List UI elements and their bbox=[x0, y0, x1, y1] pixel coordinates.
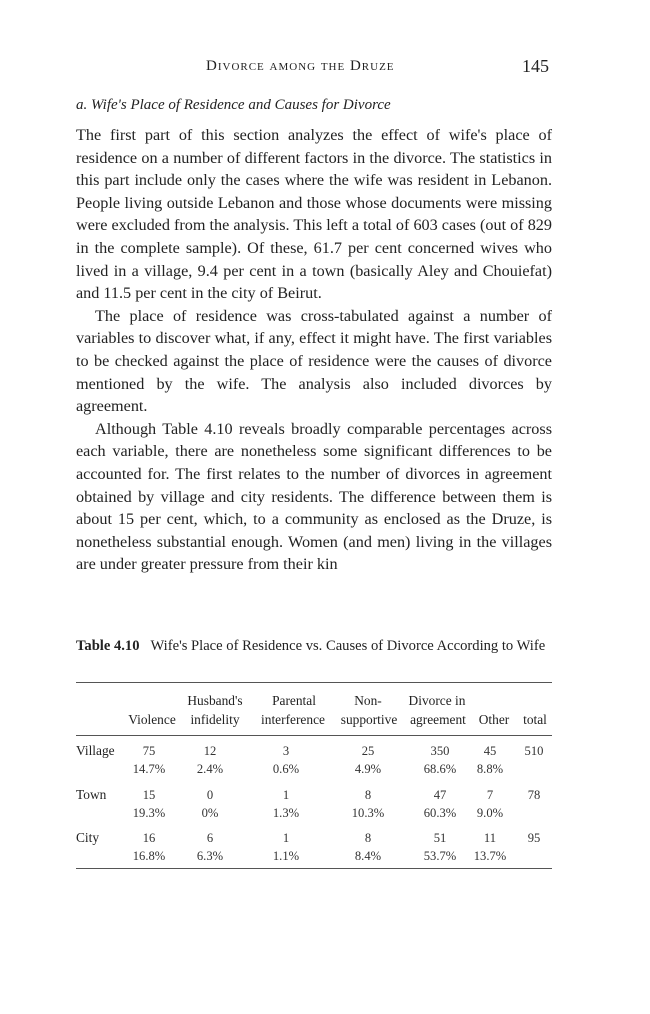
col-header-infidelity: infidelity bbox=[190, 712, 240, 727]
table-cell: 53.7% bbox=[423, 849, 457, 863]
table-cell: 15 bbox=[142, 788, 156, 802]
table-cell: 8 bbox=[364, 788, 372, 802]
table-cell: 45 bbox=[483, 744, 497, 758]
table-cell: 14.7% bbox=[132, 762, 166, 776]
table-cell: 11 bbox=[483, 831, 497, 845]
table-cell: 510 bbox=[524, 744, 544, 758]
table-header-rule bbox=[76, 735, 552, 736]
table-cell: 78 bbox=[527, 788, 541, 802]
page-number: 145 bbox=[522, 56, 549, 76]
table-cell: 13.7% bbox=[473, 849, 507, 863]
table-cell: 4.9% bbox=[354, 762, 382, 776]
col-header-parental: Parental bbox=[272, 693, 316, 708]
row-label-village: Village bbox=[76, 743, 115, 758]
table-cell: 47 bbox=[433, 788, 447, 802]
col-header-divorce-in: Divorce in bbox=[408, 693, 466, 708]
section-heading: a. Wife's Place of Residence and Causes for Divorce bbox=[76, 97, 391, 113]
paragraph-1: The first part of this section analyzes the effect of wife's place of residence on a number of different factors in the divorce. The statistics in this part include only the cases where the wife was resident in Lebanon. People living outside Lebanon and those whose documents were missing were excluded from the analysis. This left a total of 603 cases (out of 829 in the complete sample). Of these, 61.7 per cent concerned wives who lived in a village, 9.4 per cent in a town (basically Aley and Chouiefat) and 11.5 per cent in the city of Beirut. bbox=[76, 126, 552, 303]
table-cell: 0.6% bbox=[272, 762, 300, 776]
table-cell: 8 bbox=[364, 831, 372, 845]
paragraph-2: The place of residence was cross-tabulated against a number of variables to discover what, if any, effect it might have. The first variables to be checked against the place of residence were the causes of divorce mentioned by the wife. The analysis also included divorces by agreement. bbox=[76, 306, 552, 416]
col-header-agreement: agreement bbox=[410, 712, 466, 727]
table-cell: 75 bbox=[142, 744, 156, 758]
table-cell: 1 bbox=[282, 788, 290, 802]
table-cell: 12 bbox=[203, 744, 217, 758]
table-cell: 25 bbox=[361, 744, 375, 758]
table-cell: 9.0% bbox=[476, 806, 504, 820]
table-cell: 95 bbox=[527, 831, 541, 845]
body-text bbox=[76, 124, 552, 576]
table-cell: 8.8% bbox=[476, 762, 504, 776]
table-cell: 2.4% bbox=[196, 762, 224, 776]
table-caption-text: Wife's Place of Residence vs. Causes of Divorce According to Wife bbox=[150, 638, 546, 654]
table-cell: 6.3% bbox=[196, 849, 224, 863]
col-header-violence: Violence bbox=[128, 712, 176, 727]
table-cell: 19.3% bbox=[132, 806, 166, 820]
col-header-husbands: Husband's bbox=[187, 693, 243, 708]
table-label: Table 4.10 bbox=[76, 638, 140, 654]
running-head: Divorce among the Druze bbox=[206, 58, 395, 74]
table-cell: 0 bbox=[206, 788, 214, 802]
col-header-other: Other bbox=[478, 712, 510, 727]
paragraph-3: Although Table 4.10 reveals broadly comparable percentages across each variable, there are nonetheless some significant differences to be accounted for. The first relates to the number of divorces in agreement obtained by village and city residents. The difference between them is about 15 per cent, which, to a community as enclosed as the Druze, is nonetheless substantial enough. Women (and men) living in the villages are under greater pressure from their kin bbox=[76, 419, 552, 574]
table-cell: 1.1% bbox=[272, 849, 300, 863]
table-cell: 60.3% bbox=[423, 806, 457, 820]
col-header-total: total bbox=[523, 712, 547, 727]
table-cell: 1.3% bbox=[272, 806, 300, 820]
table-cell: 3 bbox=[282, 744, 290, 758]
row-label-city: City bbox=[76, 830, 100, 845]
col-header-interference: interference bbox=[261, 712, 325, 727]
table-cell: 350 bbox=[430, 744, 450, 758]
page-header bbox=[0, 58, 650, 82]
table-cell: 7 bbox=[486, 788, 494, 802]
table-cell: 0% bbox=[201, 806, 219, 820]
table-cell: 68.6% bbox=[423, 762, 457, 776]
table-cell: 8.4% bbox=[354, 849, 382, 863]
row-label-town: Town bbox=[76, 787, 107, 802]
table-cell: 16 bbox=[142, 831, 156, 845]
table-cell: 1 bbox=[282, 831, 290, 845]
col-header-supportive: supportive bbox=[340, 712, 398, 727]
table-cell: 51 bbox=[433, 831, 447, 845]
col-header-non: Non- bbox=[354, 693, 382, 708]
table-bottom-rule bbox=[76, 868, 552, 869]
table-cell: 10.3% bbox=[351, 806, 385, 820]
table-top-rule bbox=[76, 682, 552, 683]
table-cell: 16.8% bbox=[132, 849, 166, 863]
table-cell: 6 bbox=[206, 831, 214, 845]
table-caption bbox=[76, 636, 552, 656]
